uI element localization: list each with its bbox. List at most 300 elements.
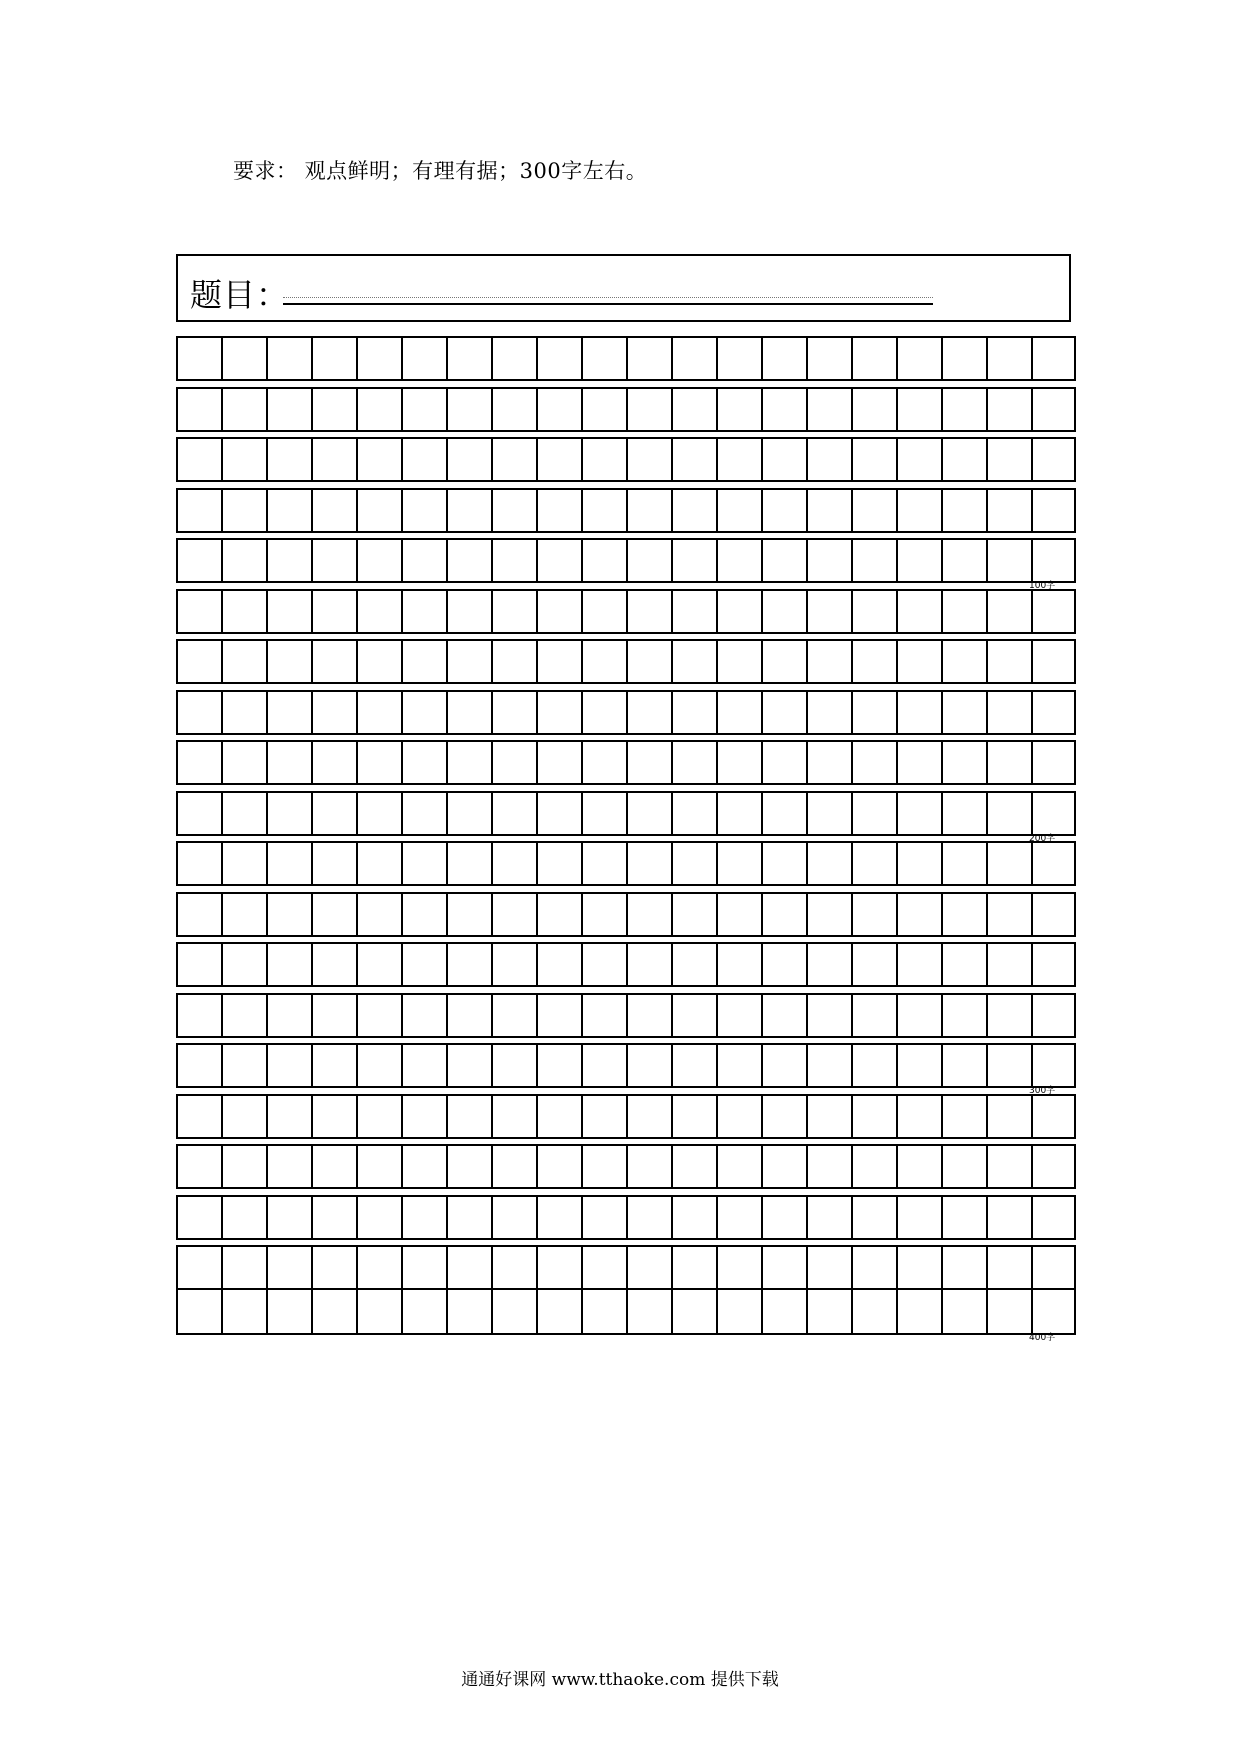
grid-cell[interactable]	[1031, 387, 1076, 432]
grid-cell[interactable]	[311, 942, 356, 987]
grid-cell[interactable]	[671, 488, 716, 533]
grid-cell[interactable]	[761, 841, 806, 886]
grid-cell[interactable]	[266, 892, 311, 937]
grid-cell[interactable]	[986, 690, 1031, 735]
grid-cell[interactable]	[176, 1043, 221, 1088]
grid-cell[interactable]	[581, 690, 626, 735]
grid-cell[interactable]	[1031, 690, 1076, 735]
grid-cell[interactable]	[941, 791, 986, 836]
grid-cell[interactable]	[941, 437, 986, 482]
grid-cell[interactable]	[716, 488, 761, 533]
grid-cell[interactable]	[806, 892, 851, 937]
grid-cell[interactable]	[1031, 791, 1076, 836]
grid-cell[interactable]	[671, 336, 716, 381]
grid-cell[interactable]	[446, 1094, 491, 1139]
grid-cell[interactable]	[716, 740, 761, 785]
grid-cell[interactable]	[806, 1290, 851, 1335]
grid-cell[interactable]	[536, 1245, 581, 1290]
grid-cell[interactable]	[491, 1245, 536, 1290]
grid-cell[interactable]	[761, 639, 806, 684]
grid-cell[interactable]	[716, 1094, 761, 1139]
grid-cell[interactable]	[446, 387, 491, 432]
grid-cell[interactable]	[1031, 1043, 1076, 1088]
grid-cell[interactable]	[491, 488, 536, 533]
grid-cell[interactable]	[356, 1094, 401, 1139]
grid-cell[interactable]	[446, 1245, 491, 1290]
grid-cell[interactable]	[491, 538, 536, 583]
grid-cell[interactable]	[761, 336, 806, 381]
grid-cell[interactable]	[896, 387, 941, 432]
grid-cell[interactable]	[356, 993, 401, 1038]
grid-cell[interactable]	[851, 1043, 896, 1088]
grid-cell[interactable]	[536, 1043, 581, 1088]
grid-cell[interactable]	[536, 1290, 581, 1335]
grid-cell[interactable]	[986, 639, 1031, 684]
grid-cell[interactable]	[221, 690, 266, 735]
grid-cell[interactable]	[581, 993, 626, 1038]
grid-cell[interactable]	[851, 1245, 896, 1290]
grid-cell[interactable]	[671, 1094, 716, 1139]
grid-cell[interactable]	[986, 387, 1031, 432]
grid-cell[interactable]	[581, 538, 626, 583]
grid-cell[interactable]	[761, 1094, 806, 1139]
grid-cell[interactable]	[536, 488, 581, 533]
grid-cell[interactable]	[176, 639, 221, 684]
grid-cell[interactable]	[446, 1195, 491, 1240]
grid-cell[interactable]	[941, 690, 986, 735]
grid-cell[interactable]	[311, 993, 356, 1038]
grid-cell[interactable]	[176, 841, 221, 886]
grid-cell[interactable]	[626, 538, 671, 583]
grid-cell[interactable]	[401, 336, 446, 381]
grid-cell[interactable]	[851, 1144, 896, 1189]
grid-cell[interactable]	[896, 1290, 941, 1335]
grid-cell[interactable]	[581, 336, 626, 381]
grid-cell[interactable]	[626, 993, 671, 1038]
grid-cell[interactable]	[491, 589, 536, 634]
grid-cell[interactable]	[401, 1043, 446, 1088]
grid-cell[interactable]	[491, 1290, 536, 1335]
grid-cell[interactable]	[446, 1144, 491, 1189]
grid-cell[interactable]	[806, 740, 851, 785]
grid-cell[interactable]	[536, 589, 581, 634]
grid-cell[interactable]	[311, 488, 356, 533]
grid-cell[interactable]	[266, 1290, 311, 1335]
grid-cell[interactable]	[626, 690, 671, 735]
grid-cell[interactable]	[401, 589, 446, 634]
grid-cell[interactable]	[491, 1094, 536, 1139]
grid-cell[interactable]	[581, 1195, 626, 1240]
grid-cell[interactable]	[671, 387, 716, 432]
grid-cell[interactable]	[401, 1195, 446, 1240]
grid-cell[interactable]	[626, 1195, 671, 1240]
grid-cell[interactable]	[311, 1144, 356, 1189]
grid-cell[interactable]	[851, 791, 896, 836]
grid-cell[interactable]	[851, 538, 896, 583]
grid-cell[interactable]	[536, 437, 581, 482]
grid-cell[interactable]	[1031, 1245, 1076, 1290]
grid-cell[interactable]	[671, 942, 716, 987]
grid-cell[interactable]	[761, 387, 806, 432]
grid-cell[interactable]	[266, 942, 311, 987]
grid-cell[interactable]	[446, 538, 491, 583]
grid-cell[interactable]	[671, 1290, 716, 1335]
grid-cell[interactable]	[896, 841, 941, 886]
grid-cell[interactable]	[1031, 1195, 1076, 1240]
grid-cell[interactable]	[311, 538, 356, 583]
grid-cell[interactable]	[176, 488, 221, 533]
grid-cell[interactable]	[986, 1195, 1031, 1240]
grid-cell[interactable]	[1031, 639, 1076, 684]
grid-cell[interactable]	[221, 841, 266, 886]
grid-cell[interactable]	[716, 387, 761, 432]
grid-cell[interactable]	[896, 1094, 941, 1139]
grid-cell[interactable]	[491, 437, 536, 482]
grid-cell[interactable]	[311, 1290, 356, 1335]
grid-cell[interactable]	[1031, 841, 1076, 886]
grid-cell[interactable]	[176, 1144, 221, 1189]
grid-cell[interactable]	[581, 791, 626, 836]
grid-cell[interactable]	[986, 841, 1031, 886]
grid-cell[interactable]	[581, 488, 626, 533]
grid-cell[interactable]	[671, 993, 716, 1038]
grid-cell[interactable]	[446, 791, 491, 836]
grid-cell[interactable]	[176, 538, 221, 583]
grid-cell[interactable]	[221, 942, 266, 987]
grid-cell[interactable]	[806, 639, 851, 684]
grid-cell[interactable]	[536, 1195, 581, 1240]
grid-cell[interactable]	[1031, 437, 1076, 482]
grid-cell[interactable]	[671, 639, 716, 684]
grid-cell[interactable]	[896, 538, 941, 583]
grid-cell[interactable]	[896, 1043, 941, 1088]
grid-cell[interactable]	[401, 892, 446, 937]
grid-cell[interactable]	[671, 892, 716, 937]
grid-cell[interactable]	[1031, 942, 1076, 987]
grid-cell[interactable]	[716, 437, 761, 482]
grid-cell[interactable]	[626, 1043, 671, 1088]
grid-cell[interactable]	[1031, 1290, 1076, 1335]
grid-cell[interactable]	[671, 1043, 716, 1088]
grid-cell[interactable]	[716, 1290, 761, 1335]
grid-cell[interactable]	[806, 437, 851, 482]
grid-cell[interactable]	[536, 1144, 581, 1189]
grid-cell[interactable]	[446, 589, 491, 634]
grid-cell[interactable]	[446, 690, 491, 735]
grid-cell[interactable]	[896, 488, 941, 533]
grid-cell[interactable]	[401, 1290, 446, 1335]
grid-cell[interactable]	[671, 1144, 716, 1189]
grid-cell[interactable]	[491, 1195, 536, 1240]
grid-cell[interactable]	[536, 942, 581, 987]
grid-cell[interactable]	[626, 1094, 671, 1139]
grid-cell[interactable]	[221, 589, 266, 634]
grid-cell[interactable]	[626, 791, 671, 836]
grid-cell[interactable]	[941, 892, 986, 937]
grid-cell[interactable]	[266, 791, 311, 836]
grid-cell[interactable]	[221, 336, 266, 381]
grid-cell[interactable]	[401, 387, 446, 432]
grid-cell[interactable]	[491, 639, 536, 684]
grid-cell[interactable]	[806, 589, 851, 634]
grid-cell[interactable]	[851, 892, 896, 937]
grid-cell[interactable]	[761, 690, 806, 735]
grid-cell[interactable]	[716, 892, 761, 937]
grid-cell[interactable]	[851, 488, 896, 533]
grid-cell[interactable]	[671, 538, 716, 583]
grid-cell[interactable]	[716, 639, 761, 684]
grid-cell[interactable]	[311, 1195, 356, 1240]
grid-cell[interactable]	[986, 942, 1031, 987]
grid-cell[interactable]	[266, 639, 311, 684]
grid-cell[interactable]	[941, 336, 986, 381]
grid-cell[interactable]	[581, 387, 626, 432]
grid-cell[interactable]	[941, 538, 986, 583]
grid-cell[interactable]	[311, 639, 356, 684]
grid-cell[interactable]	[446, 488, 491, 533]
grid-cell[interactable]	[761, 1245, 806, 1290]
grid-cell[interactable]	[986, 791, 1031, 836]
grid-cell[interactable]	[446, 892, 491, 937]
grid-cell[interactable]	[221, 1094, 266, 1139]
grid-cell[interactable]	[401, 1245, 446, 1290]
grid-cell[interactable]	[716, 791, 761, 836]
grid-cell[interactable]	[356, 1245, 401, 1290]
grid-cell[interactable]	[356, 1290, 401, 1335]
grid-cell[interactable]	[266, 993, 311, 1038]
grid-cell[interactable]	[176, 387, 221, 432]
grid-cell[interactable]	[581, 1043, 626, 1088]
grid-cell[interactable]	[536, 1094, 581, 1139]
grid-cell[interactable]	[221, 740, 266, 785]
grid-cell[interactable]	[851, 589, 896, 634]
grid-cell[interactable]	[626, 336, 671, 381]
grid-cell[interactable]	[311, 589, 356, 634]
grid-cell[interactable]	[671, 1195, 716, 1240]
grid-cell[interactable]	[671, 437, 716, 482]
grid-cell[interactable]	[986, 589, 1031, 634]
grid-cell[interactable]	[536, 740, 581, 785]
grid-cell[interactable]	[986, 336, 1031, 381]
grid-cell[interactable]	[356, 387, 401, 432]
grid-cell[interactable]	[896, 1245, 941, 1290]
grid-cell[interactable]	[806, 1195, 851, 1240]
grid-cell[interactable]	[536, 841, 581, 886]
grid-cell[interactable]	[941, 488, 986, 533]
grid-cell[interactable]	[356, 690, 401, 735]
grid-cell[interactable]	[581, 1144, 626, 1189]
grid-cell[interactable]	[1031, 892, 1076, 937]
grid-cell[interactable]	[716, 1043, 761, 1088]
grid-cell[interactable]	[176, 690, 221, 735]
grid-cell[interactable]	[806, 841, 851, 886]
grid-cell[interactable]	[221, 488, 266, 533]
grid-cell[interactable]	[491, 942, 536, 987]
grid-cell[interactable]	[851, 387, 896, 432]
grid-cell[interactable]	[446, 437, 491, 482]
grid-cell[interactable]	[671, 740, 716, 785]
grid-cell[interactable]	[221, 993, 266, 1038]
grid-cell[interactable]	[266, 437, 311, 482]
grid-cell[interactable]	[986, 1043, 1031, 1088]
grid-cell[interactable]	[401, 993, 446, 1038]
grid-cell[interactable]	[491, 993, 536, 1038]
grid-cell[interactable]	[176, 791, 221, 836]
grid-cell[interactable]	[176, 942, 221, 987]
grid-cell[interactable]	[896, 437, 941, 482]
grid-cell[interactable]	[806, 336, 851, 381]
grid-cell[interactable]	[401, 942, 446, 987]
grid-cell[interactable]	[896, 942, 941, 987]
grid-cell[interactable]	[1031, 336, 1076, 381]
grid-cell[interactable]	[581, 437, 626, 482]
grid-cell[interactable]	[626, 740, 671, 785]
grid-cell[interactable]	[716, 1245, 761, 1290]
grid-cell[interactable]	[941, 740, 986, 785]
grid-cell[interactable]	[356, 488, 401, 533]
grid-cell[interactable]	[896, 1144, 941, 1189]
grid-cell[interactable]	[581, 1245, 626, 1290]
grid-cell[interactable]	[356, 942, 401, 987]
grid-cell[interactable]	[311, 791, 356, 836]
grid-cell[interactable]	[311, 841, 356, 886]
grid-cell[interactable]	[266, 1144, 311, 1189]
grid-cell[interactable]	[401, 690, 446, 735]
grid-cell[interactable]	[671, 589, 716, 634]
grid-cell[interactable]	[851, 336, 896, 381]
grid-cell[interactable]	[356, 336, 401, 381]
grid-cell[interactable]	[176, 336, 221, 381]
grid-cell[interactable]	[266, 1043, 311, 1088]
grid-cell[interactable]	[491, 690, 536, 735]
grid-cell[interactable]	[806, 1245, 851, 1290]
grid-cell[interactable]	[536, 892, 581, 937]
grid-cell[interactable]	[221, 639, 266, 684]
grid-cell[interactable]	[941, 841, 986, 886]
grid-cell[interactable]	[851, 841, 896, 886]
grid-cell[interactable]	[896, 336, 941, 381]
grid-cell[interactable]	[896, 892, 941, 937]
grid-cell[interactable]	[311, 437, 356, 482]
grid-cell[interactable]	[266, 387, 311, 432]
grid-cell[interactable]	[491, 1144, 536, 1189]
grid-cell[interactable]	[896, 993, 941, 1038]
grid-cell[interactable]	[176, 437, 221, 482]
grid-cell[interactable]	[761, 791, 806, 836]
grid-cell[interactable]	[266, 488, 311, 533]
grid-cell[interactable]	[671, 1245, 716, 1290]
grid-cell[interactable]	[266, 690, 311, 735]
grid-cell[interactable]	[941, 1043, 986, 1088]
grid-cell[interactable]	[851, 993, 896, 1038]
grid-cell[interactable]	[896, 740, 941, 785]
grid-cell[interactable]	[806, 1144, 851, 1189]
grid-cell[interactable]	[401, 639, 446, 684]
grid-cell[interactable]	[1031, 1144, 1076, 1189]
grid-cell[interactable]	[491, 791, 536, 836]
grid-cell[interactable]	[761, 993, 806, 1038]
grid-cell[interactable]	[761, 437, 806, 482]
grid-cell[interactable]	[761, 1144, 806, 1189]
grid-cell[interactable]	[266, 589, 311, 634]
grid-cell[interactable]	[986, 1094, 1031, 1139]
grid-cell[interactable]	[356, 841, 401, 886]
grid-cell[interactable]	[851, 942, 896, 987]
grid-cell[interactable]	[716, 942, 761, 987]
grid-cell[interactable]	[716, 690, 761, 735]
grid-cell[interactable]	[896, 589, 941, 634]
grid-cell[interactable]	[896, 639, 941, 684]
grid-cell[interactable]	[356, 1195, 401, 1240]
grid-cell[interactable]	[941, 1195, 986, 1240]
grid-cell[interactable]	[806, 942, 851, 987]
grid-cell[interactable]	[401, 1144, 446, 1189]
grid-cell[interactable]	[1031, 589, 1076, 634]
grid-cell[interactable]	[626, 1144, 671, 1189]
grid-cell[interactable]	[581, 740, 626, 785]
grid-cell[interactable]	[626, 1245, 671, 1290]
grid-cell[interactable]	[626, 488, 671, 533]
grid-cell[interactable]	[176, 993, 221, 1038]
grid-cell[interactable]	[986, 993, 1031, 1038]
grid-cell[interactable]	[1031, 488, 1076, 533]
grid-cell[interactable]	[626, 892, 671, 937]
grid-cell[interactable]	[356, 892, 401, 937]
grid-cell[interactable]	[716, 538, 761, 583]
grid-cell[interactable]	[1031, 1094, 1076, 1139]
grid-cell[interactable]	[536, 336, 581, 381]
grid-cell[interactable]	[626, 841, 671, 886]
grid-cell[interactable]	[446, 639, 491, 684]
grid-cell[interactable]	[896, 791, 941, 836]
grid-cell[interactable]	[311, 1245, 356, 1290]
grid-cell[interactable]	[581, 841, 626, 886]
grid-cell[interactable]	[761, 488, 806, 533]
grid-cell[interactable]	[941, 942, 986, 987]
grid-cell[interactable]	[536, 538, 581, 583]
grid-cell[interactable]	[266, 1094, 311, 1139]
grid-cell[interactable]	[221, 387, 266, 432]
grid-cell[interactable]	[1031, 538, 1076, 583]
grid-cell[interactable]	[941, 639, 986, 684]
grid-cell[interactable]	[1031, 993, 1076, 1038]
grid-cell[interactable]	[491, 841, 536, 886]
grid-cell[interactable]	[221, 1245, 266, 1290]
grid-cell[interactable]	[221, 791, 266, 836]
grid-cell[interactable]	[491, 336, 536, 381]
grid-cell[interactable]	[806, 690, 851, 735]
grid-cell[interactable]	[581, 639, 626, 684]
grid-cell[interactable]	[581, 1290, 626, 1335]
grid-cell[interactable]	[896, 690, 941, 735]
grid-cell[interactable]	[941, 589, 986, 634]
grid-cell[interactable]	[446, 336, 491, 381]
grid-cell[interactable]	[221, 1144, 266, 1189]
grid-cell[interactable]	[536, 387, 581, 432]
grid-cell[interactable]	[356, 791, 401, 836]
grid-cell[interactable]	[671, 690, 716, 735]
grid-cell[interactable]	[446, 1043, 491, 1088]
grid-cell[interactable]	[176, 1094, 221, 1139]
grid-cell[interactable]	[221, 1195, 266, 1240]
grid-cell[interactable]	[581, 892, 626, 937]
grid-cell[interactable]	[716, 841, 761, 886]
grid-cell[interactable]	[446, 841, 491, 886]
grid-cell[interactable]	[266, 841, 311, 886]
grid-cell[interactable]	[356, 589, 401, 634]
grid-cell[interactable]	[986, 1245, 1031, 1290]
grid-cell[interactable]	[401, 841, 446, 886]
